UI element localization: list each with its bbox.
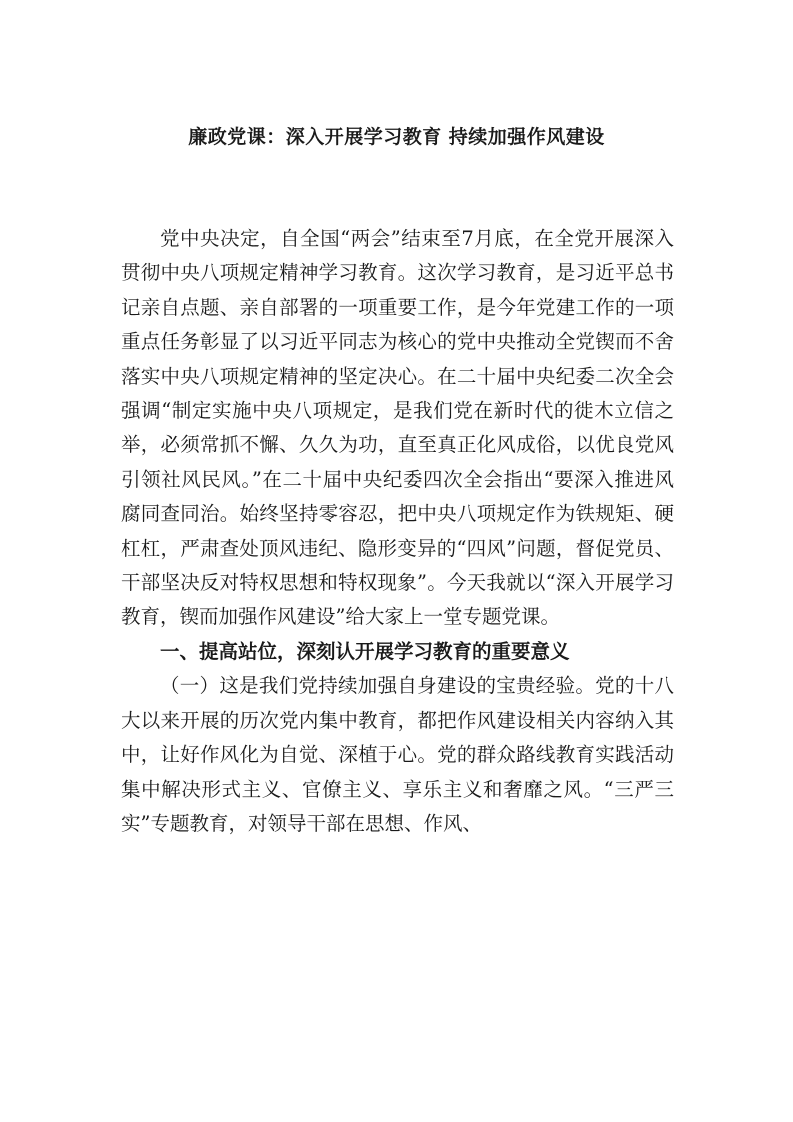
paragraph-intro: 党中央决定，自全国“两会”结束至7月底，在全党开展深入贯彻中央八项规定精神学习教育。这次学习教育，是习近平总书记亲自点题、亲自部署的一项重要工作，是今年党建工作的一项重点任务彰显了以习近平同志为核心的党中央推动全党锲而不舍落实中央八项规定精神的坚定决心。在二十届中央纪委二次全会强调“制定实施中央八项规定，是我们党在新时代的徙木立信之举，必须常抓不懈、久久为功，直至真正化风成俗，以优良党风引领社风民风。”在二十届中央纪委四次全会指出“要深入推进风腐同查同治。始终坚持零容忍，把中央八项规定作为铁规矩、硬杠杠，严肃查处顶风违纪、隐形变异的“四风”问题，督促党员、干部坚决反对特权思想和特权现象”。今天我就以“深入开展学习教育，锲而加强作风建设”给大家上一堂专题党课。 bbox=[121, 227, 674, 629]
paragraph-section-1-1: （一）这是我们党持续加强自身建设的宝贵经验。党的十八大以来开展的历次党内集中教育，都把作风建设相关内容纳入其中，让好作风化为自觉、深植于心。党的群众路线教育实践活动集中解决形式主义、官僚主义、享乐主义和奢靡之风。“三严三实”专题教育，对领导干部在思想、作风、 bbox=[121, 674, 674, 835]
document-title: 廉政党课：深入开展学习教育 持续加强作风建设 bbox=[188, 126, 605, 148]
section-heading-1: 一、提高站位，深刻认开展学习教育的重要意义 bbox=[160, 639, 570, 663]
document-body bbox=[121, 222, 674, 841]
